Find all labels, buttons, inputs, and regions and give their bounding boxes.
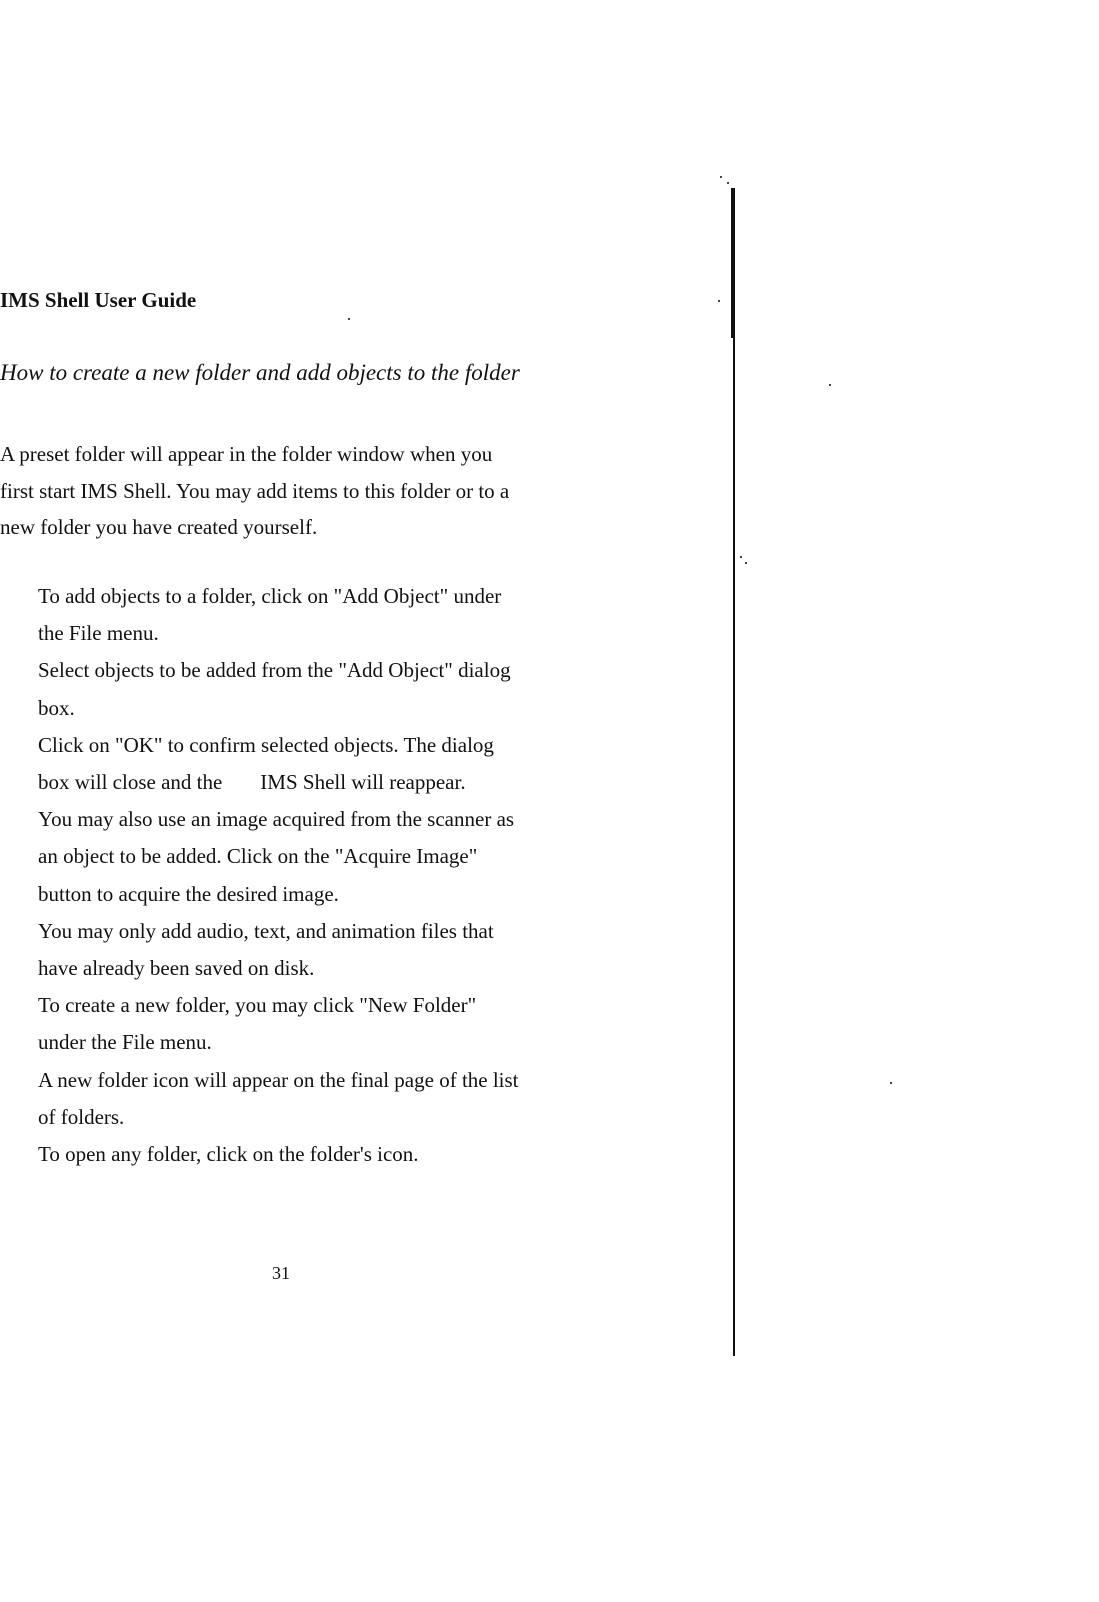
step-line-part: IMS Shell will reappear. xyxy=(260,770,466,795)
scan-speck xyxy=(718,300,720,302)
step-line: an object to be added. Click on the "Acquire Image" xyxy=(38,844,478,869)
scan-speck xyxy=(720,176,722,178)
scan-speck xyxy=(740,556,742,558)
step-line-part: box will close and the xyxy=(38,770,223,795)
scan-speck xyxy=(348,318,350,320)
intro-line: new folder you have created yourself. xyxy=(0,515,318,539)
step-line: under the File menu. xyxy=(38,1030,212,1055)
step-line: You may only add audio, text, and animation files that xyxy=(38,918,494,943)
step-line: of folders. xyxy=(38,1104,125,1129)
page-number: 31 xyxy=(272,1263,290,1283)
section-subtitle: How to create a new folder and add objects to the folder xyxy=(0,360,520,385)
intro-line: A preset folder will appear in the folder window when you xyxy=(0,442,493,466)
scan-edge-line xyxy=(733,188,735,1356)
scan-speck xyxy=(890,1082,892,1084)
step-line-split xyxy=(38,764,638,801)
instruction-steps xyxy=(38,578,638,1173)
step-line: Click on "OK" to confirm selected objects. The dialog xyxy=(38,732,494,757)
step-line: A new folder icon will appear on the final page of the list xyxy=(38,1067,519,1092)
step-line: button to acquire the desired image. xyxy=(38,881,339,906)
scan-speck xyxy=(727,182,729,184)
step-line: Select objects to be added from the "Add Object" dialog xyxy=(38,658,511,683)
intro-line: first start IMS Shell. You may add items to this folder or to a xyxy=(0,478,510,503)
step-line: box. xyxy=(38,695,75,720)
page-title: IMS Shell User Guide xyxy=(0,288,197,312)
scan-speck xyxy=(829,384,831,386)
step-line: To open any folder, click on the folder's icon. xyxy=(38,1142,419,1167)
step-line: To add objects to a folder, click on "Add Object" under xyxy=(38,584,502,608)
scan-speck xyxy=(745,562,747,564)
step-line: the File menu. xyxy=(38,621,159,646)
step-line: To create a new folder, you may click "New Folder" xyxy=(38,993,477,1018)
step-line: have already been saved on disk. xyxy=(38,956,315,981)
intro-paragraph xyxy=(0,436,640,546)
step-line: You may also use an image acquired from the scanner as xyxy=(38,807,515,832)
